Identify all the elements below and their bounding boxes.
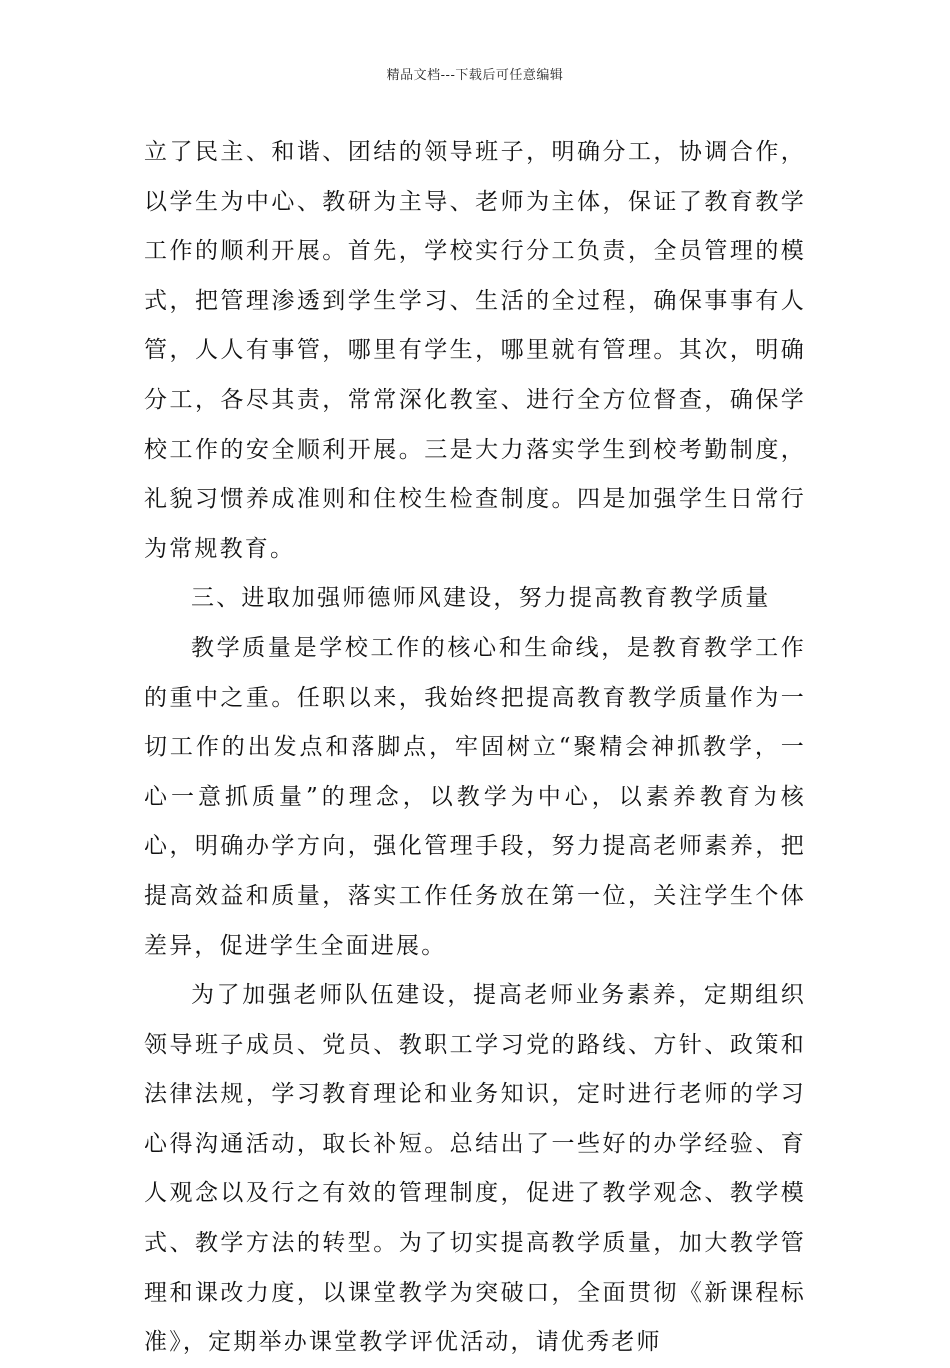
page-header: 精品文档---下载后可任意编辑 [386, 68, 564, 83]
paragraph-teaching-quality: 教学质量是学校工作的核心和生命线，是教育教学工作的重中之重。任职以来，我始终把提高教育教学质量作为一切工作的出发点和落脚点，牢固树立“聚精会神抓教学，一心一意抓质量”的理念，以教学为中心，以素养教育为核心，明确办学方向，强化管理手段，努力提高老师素养，把提高效益和质量，落实工作任务放在第一位，关注学生个体差异，促进学生全面进展。 [144, 634, 806, 959]
document-body [144, 128, 806, 1368]
section-heading: 三、进取加强师德师风建设，努力提高教育教学质量 [191, 585, 771, 612]
paragraph-continuation: 立了民主、和谐、团结的领导班子，明确分工，协调合作，以学生为中心、教研为主导、老师为主体，保证了教育教学工作的顺利开展。首先，学校实行分工负责，全员管理的模式，把管理渗透到学生学习、生活的全过程，确保事事有人管，人人有事管，哪里有学生，哪里就有管理。其次，明确分工，各尽其责，常常深化教室、进行全方位督查，确保学校工作的安全顺利开展。三是大力落实学生到校考勤制度，礼貌习惯养成准则和住校生检查制度。四是加强学生日常行为常规教育。 [144, 139, 806, 562]
paragraph-teacher-development: 为了加强老师队伍建设，提高老师业务素养，定期组织领导班子成员、党员、教职工学习党的路线、方针、政策和法律法规，学习教育理论和业务知识，定时进行老师的学习心得沟通活动，取长补短。总结出了一些好的办学经验、育人观念以及行之有效的管理制度，促进了教学观念、教学模式、教学方法的转型。为了切实提高教学质量，加大教学管理和课改力度，以课堂教学为突破口，全面贯彻《新课程标准》，定期举办课堂教学评优活动，请优秀老师 [144, 982, 806, 1356]
